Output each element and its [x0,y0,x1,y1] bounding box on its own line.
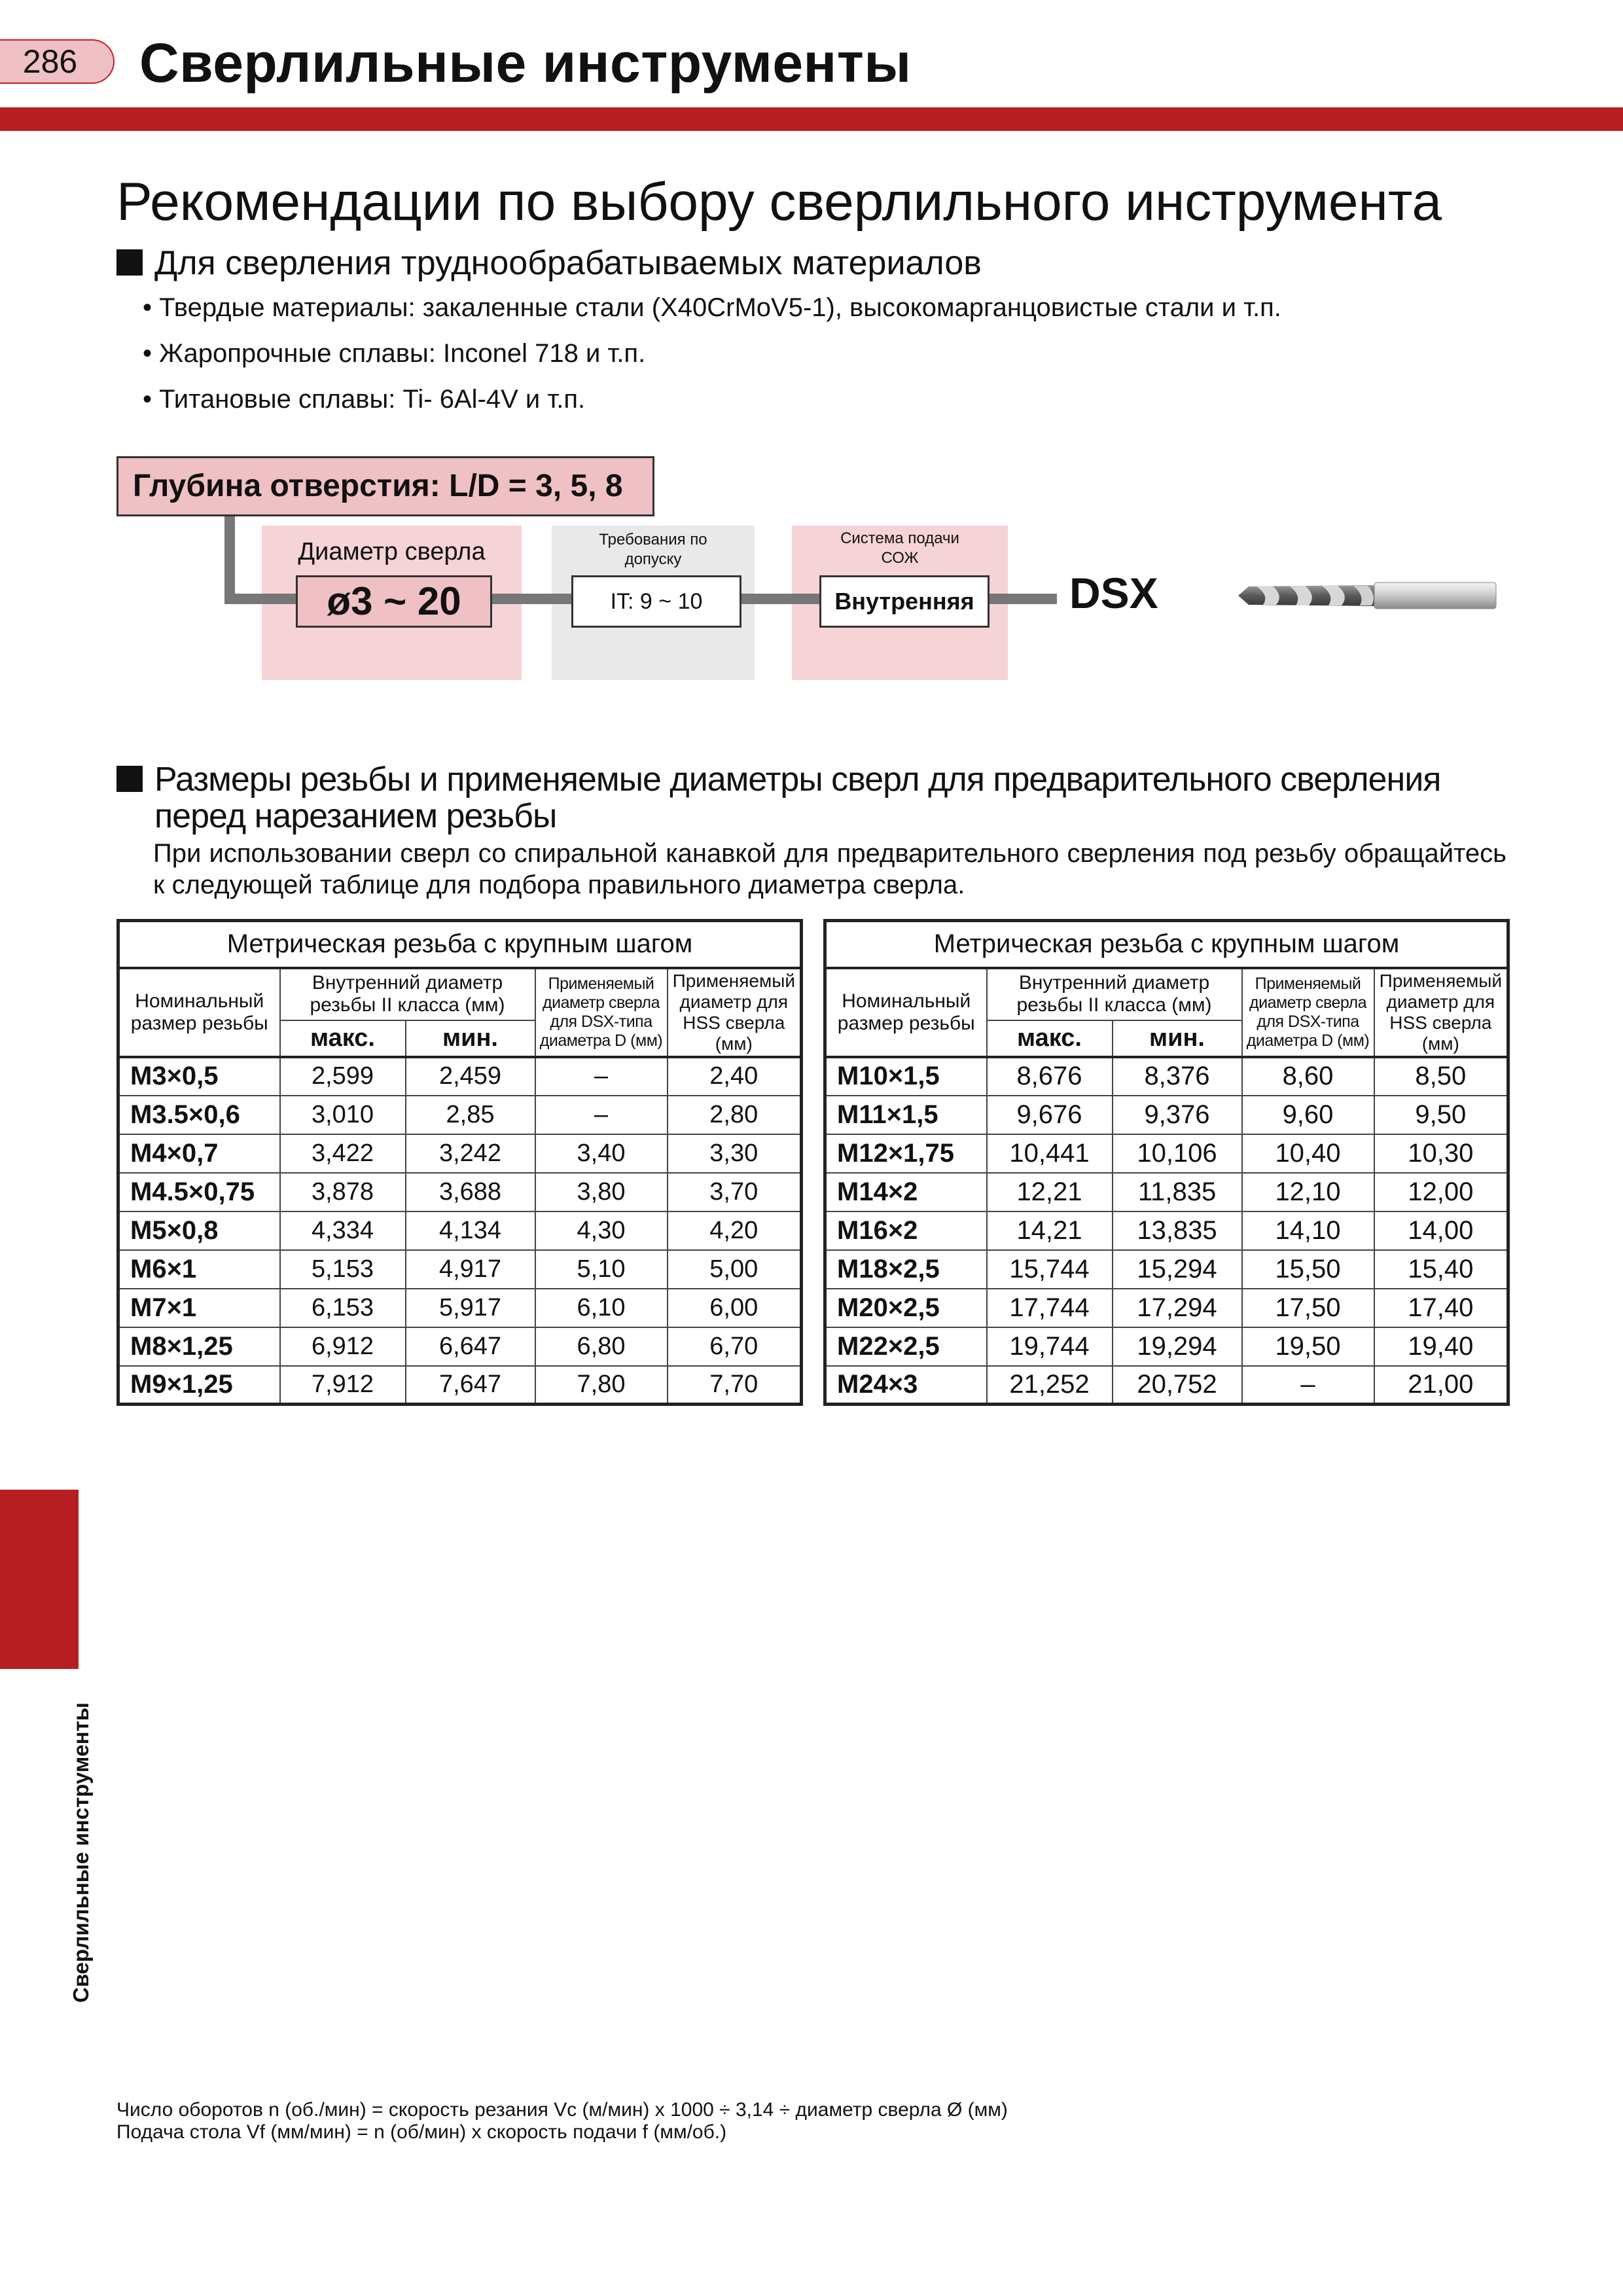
table-row: M7×1 6,153 5,917 6,10 6,00 [118,1289,802,1327]
table-row: M14×2 12,21 11,835 12,10 12,00 [825,1173,1508,1211]
flow-connector-vertical [224,516,235,603]
bullet-item: • Жаропрочные сплавы: Inconel 718 и т.п. [143,339,646,368]
col-dsx-diameter: Применяемый диаметр сверла для DSX-типа диаметра D (мм) [535,968,668,1057]
coolant-value-box: Внутренняя [819,575,990,628]
table-row: M3×0,5 2,599 2,459 – 2,40 [118,1057,802,1096]
header-bar [0,107,1623,131]
page-number-badge: 286 [0,39,115,84]
table-row: M16×2 14,21 13,835 14,10 14,00 [825,1211,1508,1250]
thread-table-left [116,919,803,1406]
table-row: M4×0,7 3,422 3,242 3,40 3,30 [118,1134,802,1173]
col-min: мин. [1113,1020,1242,1057]
table-caption: Метрическая резьба с крупным шагом [118,921,802,968]
hole-depth-box: Глубина отверстия: L/D = 3, 5, 8 [116,456,654,516]
tolerance-label: Требования по допуску [599,531,707,568]
table-row: M8×1,25 6,912 6,647 6,80 6,70 [118,1327,802,1366]
bullet-item: • Твердые материалы: закаленные стали (X40CrMoV5-1), высокомарганцовистые стали и т.п. [143,293,1281,322]
col-inner-diameter: Внутренний диаметр резьбы II класса (мм) [987,968,1242,1020]
table-row: M20×2,5 17,744 17,294 17,50 17,40 [825,1289,1508,1327]
col-hss-diameter: Применяемый диаметр для HSS сверла (мм) [668,968,802,1057]
difficult-materials-heading: Для сверления труднообрабатываемых материалов [116,243,982,283]
col-nominal-size: Номинальный размер резьбы [118,968,280,1057]
coolant-label: Система подачи СОЖ [840,529,959,567]
section-title: Рекомендации по выбору сверлильного инструмента [116,172,1442,232]
table-row: M12×1,75 10,441 10,106 10,40 10,30 [825,1134,1508,1173]
formula-feed: Подача стола Vf (мм/мин) = n (об/мин) x скорость подачи f (мм/об.) [116,2121,727,2143]
col-nominal-size: Номинальный размер резьбы [825,968,987,1057]
col-hss-diameter: Применяемый диаметр для HSS сверла (мм) [1374,968,1508,1057]
table-row: M10×1,5 8,676 8,376 8,60 8,50 [825,1057,1508,1096]
square-bullet-icon [116,766,143,792]
thread-section-intro: При использовании сверл со спиральной канавкой для предварительного сверления под резьбу обращайтесь к следующей таблице для подбора правильного диаметра сверла. [153,839,1507,899]
dsx-result-label: DSX [1069,569,1158,617]
table-row: M6×1 5,153 4,917 5,10 5,00 [118,1250,802,1289]
drill-image [1237,576,1499,615]
thread-table-right [823,919,1510,1406]
tolerance-value-box: IT: 9 ~ 10 [571,575,741,628]
side-tab-label: Сверлильные инструменты [69,1702,93,2003]
col-max: макс. [280,1020,406,1057]
table-row: M24×3 21,252 20,752 – 21,00 [825,1366,1508,1405]
diameter-value-box: ø3 ~ 20 [296,575,492,628]
bullet-item: • Титановые сплавы: Ti- 6Al-4V и т.п. [143,385,586,414]
table-row: M22×2,5 19,744 19,294 19,50 19,40 [825,1327,1508,1366]
square-bullet-icon [116,249,143,276]
footer-formulas [116,2099,1008,2144]
table-caption: Метрическая резьба с крупным шагом [825,921,1508,968]
col-dsx-diameter: Применяемый диаметр сверла для DSX-типа диаметра D (мм) [1242,968,1374,1057]
diameter-label: Диаметр сверла [298,538,486,565]
table-row: M11×1,5 9,676 9,376 9,60 9,50 [825,1096,1508,1134]
thread-section-heading: Размеры резьбы и применяемые диаметры сверл для предварительного сверления перед нарезанием резьбы [116,761,1440,834]
table-row: M5×0,8 4,334 4,134 4,30 4,20 [118,1211,802,1250]
table-row: M4.5×0,75 3,878 3,688 3,80 3,70 [118,1173,802,1211]
col-max: макс. [987,1020,1113,1057]
table-row: M9×1,25 7,912 7,647 7,80 7,70 [118,1366,802,1405]
table-row: M3.5×0,6 3,010 2,85 – 2,80 [118,1096,802,1134]
col-inner-diameter: Внутренний диаметр резьбы II класса (мм) [280,968,535,1020]
header-title: Сверлильные инструменты [139,32,912,94]
col-min: мин. [406,1020,535,1057]
formula-rpm: Число оборотов n (об./мин) = скорость резания Vc (м/мин) x 1000 ÷ 3,14 ÷ диаметр сверла Ø (мм) [116,2099,1008,2121]
side-tab-marker [0,1490,79,1669]
table-row: M18×2,5 15,744 15,294 15,50 15,40 [825,1250,1508,1289]
